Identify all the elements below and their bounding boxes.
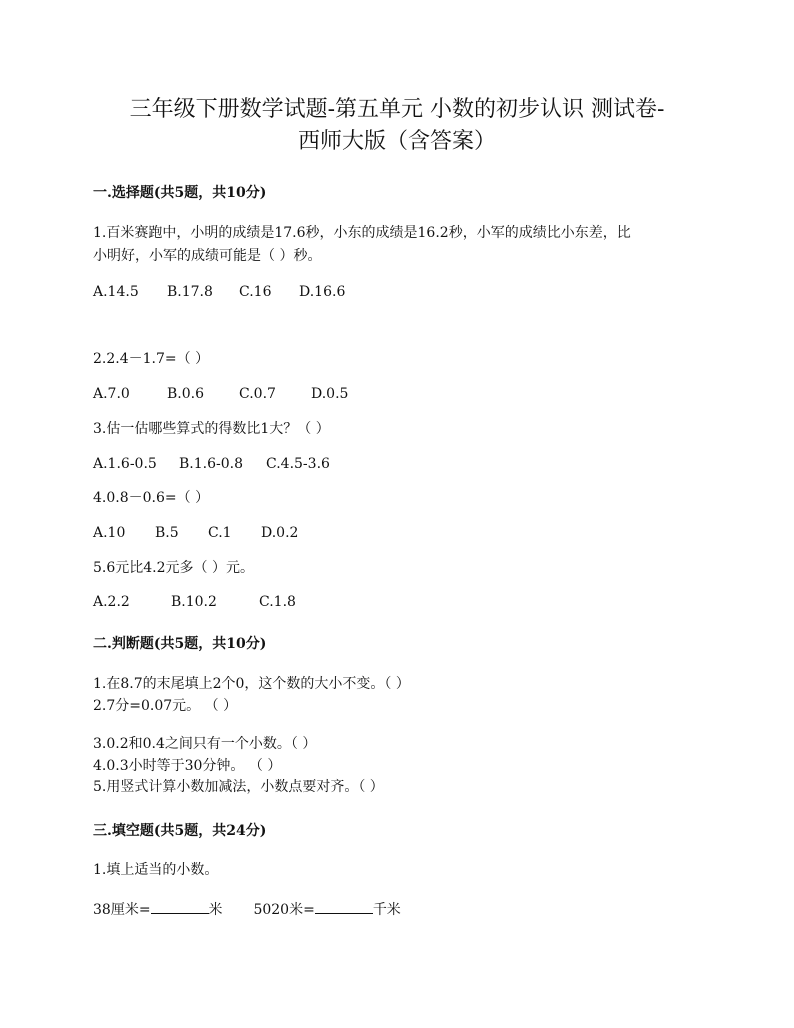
option-d: D.0.2	[261, 525, 299, 541]
judge-item-5: 5.用竖式计算小数加减法，小数点要对齐。（ ）	[93, 779, 384, 795]
question-1-options	[93, 284, 345, 300]
judge-item-2: 2.7分=0.07元。 （ ）	[93, 698, 238, 714]
option-c: C.0.7	[239, 386, 276, 402]
section-heading-fill: 三.填空题(共5题，共24分)	[93, 823, 267, 839]
question-1-stem-cont: 小明好，小军的成绩可能是（ ）秒。	[93, 248, 322, 264]
page-title-line1: 三年级下册数学试题-第五单元 小数的初步认识 测试卷-	[129, 97, 665, 122]
question-2-options	[93, 386, 348, 402]
fill-question-1-stem: 1.填上适当的小数。	[93, 862, 219, 878]
question-4-options	[93, 525, 298, 541]
judge-item-4: 4.0.3小时等于30分钟。 （ ）	[93, 758, 282, 774]
option-a: A.10	[93, 525, 126, 541]
option-d: D.0.5	[311, 386, 349, 402]
option-a: A.1.6-0.5	[93, 456, 157, 472]
section-heading-choice: 一.选择题(共5题，共10分)	[93, 185, 267, 201]
option-c: C.1	[208, 525, 232, 541]
option-a: A.14.5	[93, 284, 139, 300]
fill-b-suffix: 千米	[372, 902, 401, 918]
option-a: A.7.0	[93, 386, 130, 402]
answer-blank[interactable]	[315, 899, 373, 914]
page-title-line2: 西师大版（含答案）	[297, 129, 496, 154]
fill-question-1-blanks	[93, 899, 401, 919]
section-heading-judge: 二.判断题(共5题，共10分)	[93, 636, 267, 652]
option-b: B.0.6	[167, 386, 205, 402]
judge-item-1: 1.在8.7的末尾填上2个0，这个数的大小不变。（ ）	[93, 676, 410, 692]
answer-blank[interactable]	[151, 899, 209, 914]
option-c: C.4.5-3.6	[266, 456, 330, 472]
fill-a-prefix: 38厘米=	[93, 902, 151, 918]
fill-b-prefix: 5020米=	[253, 902, 315, 918]
option-c: C.1.8	[259, 594, 296, 610]
question-2-stem: 2.2.4－1.7=（ ）	[93, 351, 210, 367]
option-a: A.2.2	[93, 594, 130, 610]
option-b: B.10.2	[171, 594, 217, 610]
option-b: B.1.6-0.8	[179, 456, 243, 472]
question-5-stem: 5.6元比4.2元多（ ）元。	[93, 560, 254, 576]
option-d: D.16.6	[299, 284, 346, 300]
question-1-stem: 1.百米赛跑中，小明的成绩是17.6秒，小东的成绩是16.2秒，小军的成绩比小东差，比	[93, 225, 631, 241]
option-b: B.17.8	[167, 284, 213, 300]
option-b: B.5	[155, 525, 179, 541]
fill-a-suffix: 米	[208, 902, 223, 918]
question-4-stem: 4.0.8－0.6=（ ）	[93, 490, 210, 506]
judge-item-3: 3.0.2和0.4之间只有一个小数。（ ）	[93, 736, 317, 752]
question-3-stem: 3.估一估哪些算式的得数比1大？（ ）	[93, 421, 330, 437]
question-3-options	[93, 456, 330, 472]
option-c: C.16	[239, 284, 272, 300]
question-5-options	[93, 594, 296, 610]
